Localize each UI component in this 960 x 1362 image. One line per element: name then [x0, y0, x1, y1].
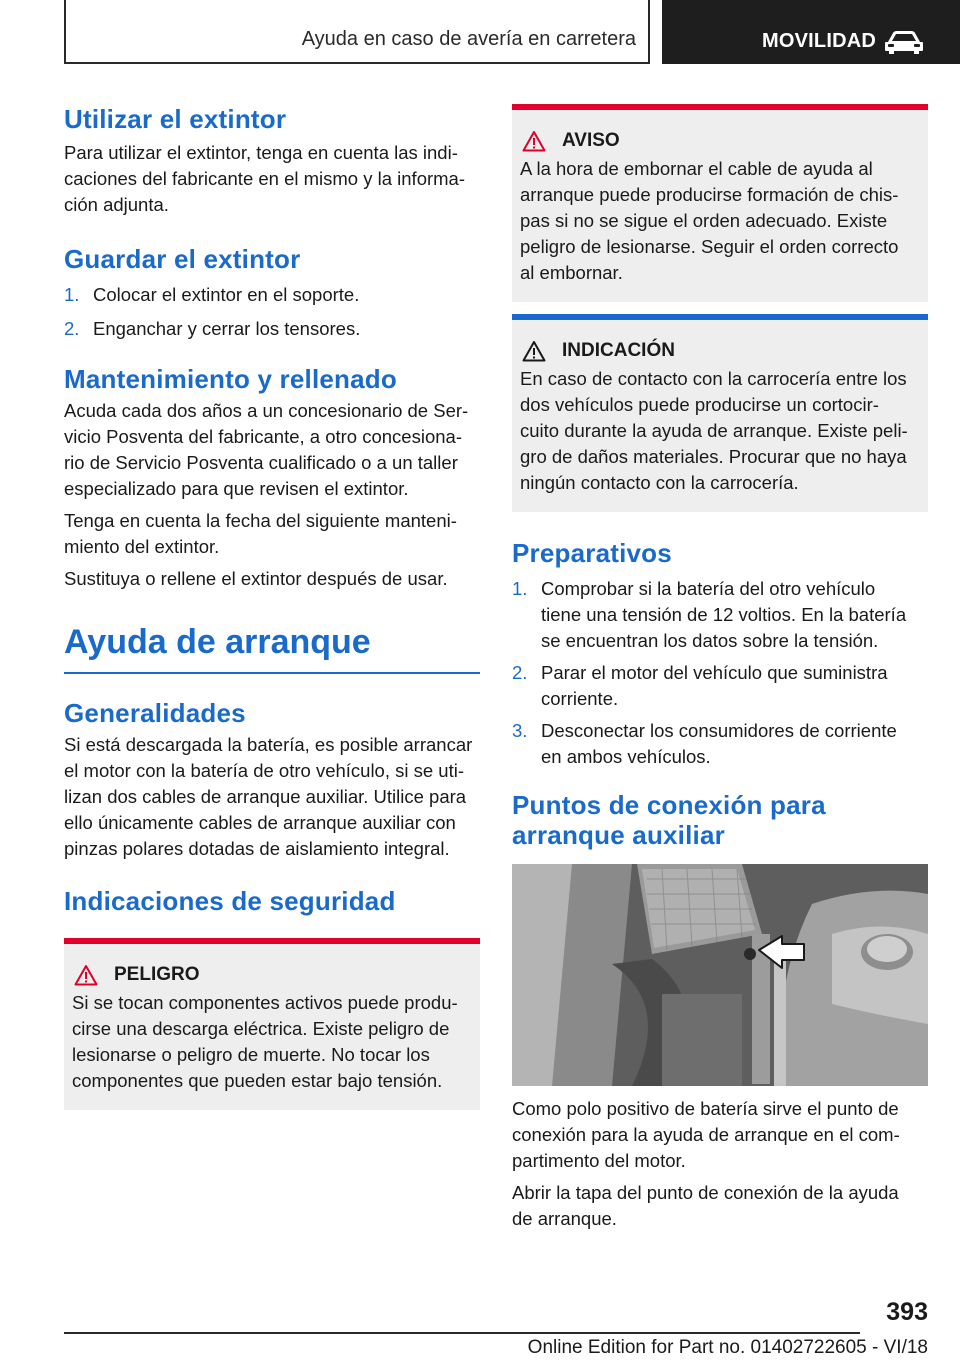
use-extinguisher-text: Para utilizar el extintor, tenga en cuenta las indi- caciones del fabricante en el mismo y la informa- ción adjunta.: [64, 142, 466, 215]
heading-preparations: Preparativos: [512, 538, 672, 568]
danger-label: PELIGRO: [114, 964, 200, 985]
warning-triangle-icon: [522, 130, 546, 152]
section-title: Ayuda en caso de avería en carretera: [301, 28, 636, 50]
step-number: 2.: [64, 318, 80, 339]
notice-label: INDICACIÓN: [562, 340, 675, 361]
footer-divider: [64, 1332, 860, 1334]
step-text: Colocar el extintor en el soporte.: [93, 284, 360, 305]
notice-triangle-icon: [522, 340, 546, 362]
list-item: [64, 282, 480, 308]
step-number: 3.: [512, 720, 528, 741]
list-item: [512, 718, 928, 770]
notice-title: [520, 338, 920, 364]
general-text: Si está descargada la batería, es posible arrancar el motor con la batería de otro vehículo, si se uti- lizan dos cables de arranque auxiliar. Utilice para ello únicamente cables de arranque auxiliar con pinzas polares dotadas de aislamiento integral.: [64, 734, 473, 859]
maintenance-text-1: Acuda cada dos años a un concesionario de Ser- vicio Posventa del fabricante, a otro concesiona- rio de Servicio Posventa cualificado o a un taller especializado para que revisen el extintor.: [64, 400, 469, 499]
maintenance-text-3: Sustituya o rellene el extintor después de usar.: [64, 568, 448, 589]
step-text: Enganchar y cerrar los tensores.: [93, 318, 361, 339]
notice-text: En caso de contacto con la carrocería entre los dos vehículos puede producirse un cortocir- cuito durante la ayuda de arranque. Existe peli- gro de daños materiales. Procurar que no haya ningún contacto con la carrocería.: [520, 368, 908, 493]
heading-connection-points: Puntos de conexión para arranque auxiliar: [512, 790, 826, 850]
warning-title: [520, 128, 920, 154]
maintenance-text-2: Tenga en cuenta la fecha del siguiente manteni- miento del extintor.: [64, 510, 457, 557]
list-item: [64, 316, 480, 342]
step-number: 1.: [512, 578, 528, 599]
footer-edition: Online Edition for Part no. 01402722605 - VI/18: [527, 1337, 928, 1358]
chapter-heading-rule: [64, 672, 480, 674]
danger-box: [64, 938, 480, 1110]
preparation-steps-list: [512, 576, 928, 770]
right-column: [512, 104, 928, 1232]
header-divider-bottom: [64, 62, 650, 64]
danger-title: [72, 962, 472, 988]
car-icon: [884, 29, 924, 55]
step-text: Comprobar si la batería del otro vehículo tiene una tensión de 12 voltios. En la batería se encuentran los datos sobre la tensión.: [541, 578, 907, 651]
store-steps-list: [64, 282, 480, 342]
engine-bay-photo: [512, 864, 928, 1086]
connection-text-1: Como polo positivo de batería sirve el punto de conexión para la ayuda de arranque en el com- partimento del motor.: [512, 1098, 900, 1171]
notice-box: [512, 314, 928, 512]
heading-maintenance: Mantenimiento y rellenado: [64, 364, 397, 394]
step-number: 1.: [64, 284, 80, 305]
warning-triangle-icon: [74, 964, 98, 986]
chapter-heading-jump-start: Ayuda de arranque: [64, 623, 371, 661]
heading-use-extinguisher: Utilizar el extintor: [64, 104, 287, 134]
heading-store-extinguisher: Guardar el extintor: [64, 244, 301, 274]
heading-safety: Indicaciones de seguridad: [64, 886, 396, 916]
header-divider-right: [648, 0, 650, 64]
connection-text-2: Abrir la tapa del punto de conexión de la ayuda de arranque.: [512, 1182, 899, 1229]
warning-box: [512, 104, 928, 302]
list-item: [512, 576, 928, 654]
step-text: Parar el motor del vehículo que suministra corriente.: [541, 662, 888, 709]
step-text: Desconectar los consumidores de corriente en ambos vehículos.: [541, 720, 897, 767]
chapter-title: MOVILIDAD: [762, 30, 877, 52]
heading-general: Generalidades: [64, 698, 246, 728]
danger-text: Si se tocan componentes activos puede produ- cirse una descarga eléctrica. Existe peligro de lesionarse o peligro de muerte. No tocar los componentes que pueden estar bajo tensión.: [72, 992, 458, 1091]
warning-text: A la hora de embornar el cable de ayuda al arranque puede producirse formación de chis- pas si no se sigue el orden adecuado. Existe peligro de lesionarse. Seguir el orden correcto al embornar.: [520, 158, 899, 283]
warning-label: AVISO: [562, 130, 620, 151]
page-number: 393: [886, 1298, 928, 1326]
list-item: [512, 660, 928, 712]
left-column: [64, 104, 480, 1110]
step-number: 2.: [512, 662, 528, 683]
